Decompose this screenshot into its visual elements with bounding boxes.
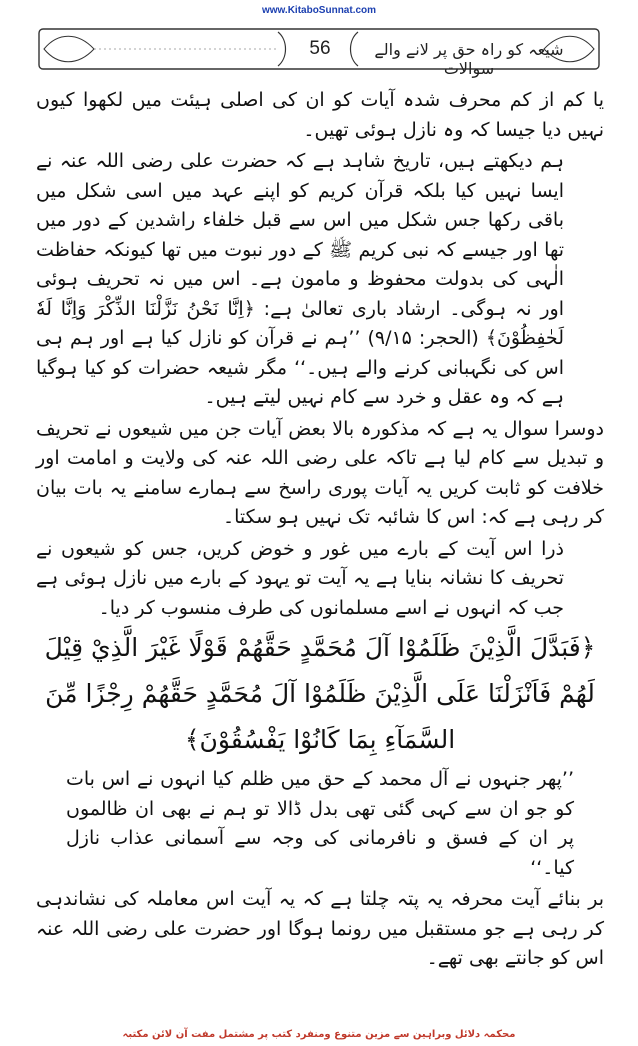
page-number: 56 — [309, 38, 331, 59]
paragraph-2: ہم دیکھتے ہیں، تاریخ شاہد ہے کہ حضرت علی رضی اللہ عنہ نے ایسا نہیں کیا بلکہ قرآن کریم کو اپنے عہد میں اسی شکل میں باقی رکھا جس شکل میں اس سے قبل خلفاء راشدین کے دور میں تھا اور جیسے کہ نبی کریم ﷺ کے دور نبوت میں تھا کیونکہ حفاظت الٰہی کی بدولت محفوظ و مامون ہے۔ اس میں نہ تحریف ہوئی اور نہ ہوگی۔ ارشاد باری تعالیٰ ہے: ﴿اِنَّا نَحْنُ نَزَّلْنَا الذِّكْرَ وَاِنَّا لَهٗ لَحٰفِظُوْنَ﴾ (الحجر: ۹/۱۵) ’’ہم نے قرآن کو نازل کیا ہے اور ہم ہی اس کی نگہبانی کرنے والے ہیں۔‘‘ مگر شیعہ حضرات کو کیا ہوگیا ہے کہ وہ عقل و خرد سے کام نہیں لیتے ہیں۔ — [36, 150, 564, 408]
paragraph-4: ذرا اس آیت کے بارے میں غور و خوض کریں، جس کو شیعوں نے تحریف کا نشانہ بنایا ہے یہ آیت تو یہود کے بارے میں نازل ہوئی ہے جب کہ انہوں نے اسے مسلمانوں کی طرف منسوب کر دیا۔ — [36, 537, 564, 619]
quran-verse: ﴿فَبَدَّلَ الَّذِيْنَ ظَلَمُوْا آلَ مُحَمَّدٍ حَقَّهُمْ قَوْلًا غَيْرَ الَّذِيْ قِيْلَ لَهُمْ فَاَنْزَلْنَا عَلَى الَّذِيْنَ ظَلَمُوْا آلَ مُحَمَّدٍ حَقَّهُمْ رِجْزًا مِّنَ السَّمَآءِ بِمَا كَانُوْا يَفْسُقُوْنَ﴾ — [44, 633, 596, 754]
paragraph-5: بر بنائے آیت محرفہ یہ پتہ چلتا ہے کہ یہ آیت اس معاملہ کی نشاندہی کر رہی ہے جو مستقبل میں رونما ہوگا اور حضرت علی رضی اللہ عنہ اس کو جانتے بھی تھے۔ — [36, 888, 604, 969]
paragraph-3: دوسرا سوال یہ ہے کہ مذکورہ بالا بعض آیات جن میں شیعوں نے تحریف و تبدیل سے کام لیا ہے تاکہ علی رضی اللہ عنہ کی ولایت و امامت اور خلافت کو ثابت کریں یہ آیات پوری راسخ سے ہمارے سامنے یہ بات بیان کر رہی ہے کہ: اس کا شائبہ تک نہیں ہو سکتا۔ — [36, 417, 604, 528]
running-header-title: شیعہ کو راہ حق پر لانے والے سوالات — [374, 40, 564, 78]
verse-translation: ’’پھر جنہوں نے آل محمد کے حق میں ظلم کیا انہوں نے اس بات کو جو ان سے کہی گئی تھی بدل ڈالا تو ہم نے بھی ان ظالموں پر ان کے فسق و نافرمانی کی وجہ سے آسمانی عذاب نازل کیا۔‘‘ — [66, 768, 574, 879]
site-url: www.KitaboSunnat.com — [261, 5, 377, 16]
paragraph-1: یا کم از کم محرف شدہ آیات کو ان کی اصلی ہیئت میں لکھوا کیوں نہیں دیا جیسا کہ وہ نازل ہوئی تھیں۔ — [36, 89, 604, 141]
footer-text: محکمہ دلائل وبراہین سے مزین متنوع ومنفرد کتب پر مشتمل مفت آن لائن مکتبہ — [122, 1029, 516, 1040]
page-body — [36, 86, 604, 976]
